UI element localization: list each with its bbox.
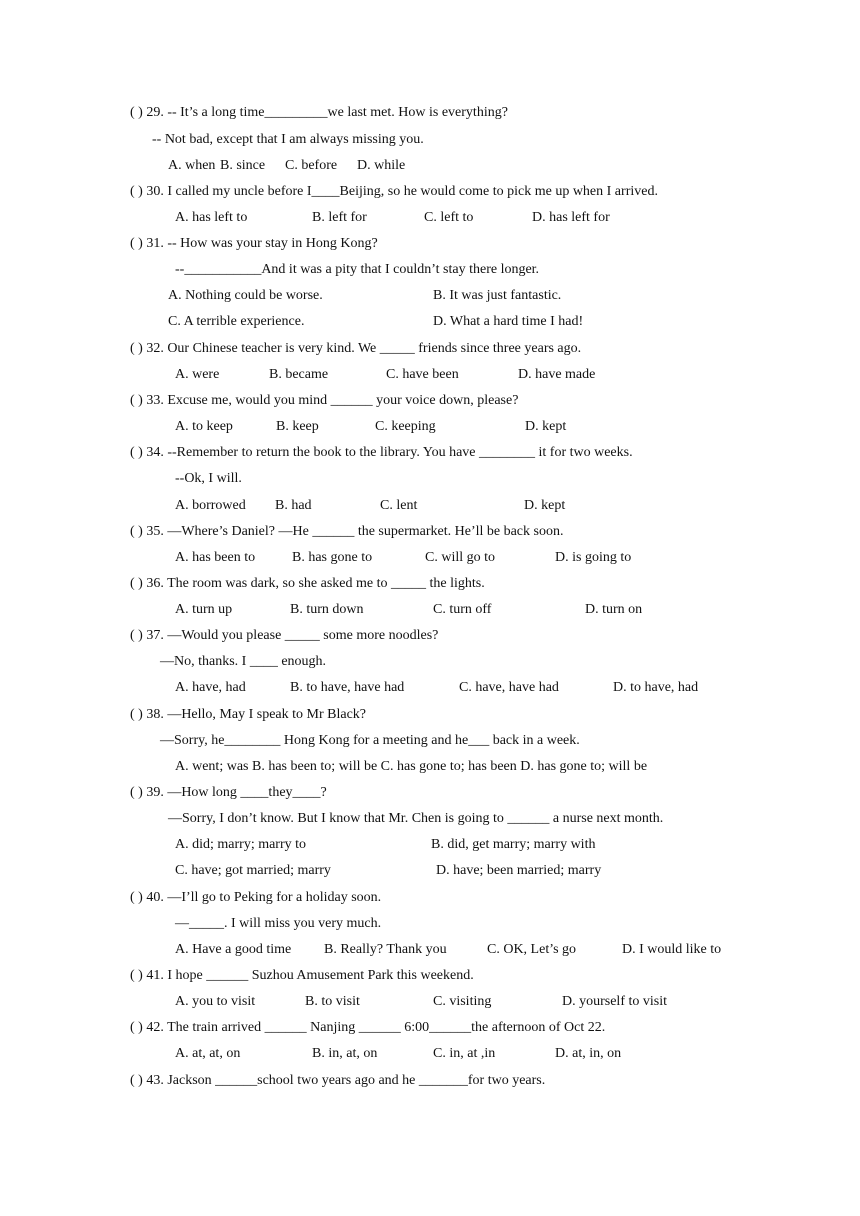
question-36-option-a: A. turn up (175, 602, 233, 617)
question-36-option-b: B. turn down (290, 602, 364, 617)
question-41-option-b: B. to visit (305, 994, 360, 1009)
question-37-option-c: C. have, have had (459, 680, 559, 695)
question-39-option-d: D. have; been married; marry (436, 863, 602, 878)
question-37-option-b: B. to have, have had (290, 680, 405, 695)
question-37-reply: —No, thanks. I ____ enough. (160, 654, 327, 669)
question-31-option-d: D. What a hard time I had! (433, 314, 584, 329)
question-36-option-d: D. turn on (585, 602, 643, 617)
question-39-option-c: C. have; got married; marry (175, 863, 331, 878)
question-40-reply: —_____. I will miss you very much. (175, 916, 382, 931)
question-30-option-c: C. left to (424, 210, 474, 225)
question-34-option-d: D. kept (524, 498, 566, 513)
question-37-stem: ( ) 37. —Would you please _____ some more noodles? (130, 628, 439, 643)
question-30-stem: ( ) 30. I called my uncle before I____Beijing, so he would come to pick me up when I arrived. (130, 184, 658, 199)
question-40-stem: ( ) 40. —I’ll go to Peking for a holiday soon. (130, 890, 382, 905)
question-31-option-b: B. It was just fantastic. (433, 288, 562, 303)
question-29-option-a: A. when (168, 158, 216, 173)
question-34-stem: ( ) 34. --Remember to return the book to the library. You have ________ it for two weeks. (130, 445, 633, 460)
question-34-option-a: A. borrowed (175, 498, 246, 513)
question-39-option-a: A. did; marry; marry to (175, 837, 307, 852)
question-29-option-c: C. before (285, 158, 338, 173)
question-42-option-b: B. in, at, on (312, 1046, 378, 1061)
question-30-option-a: A. has left to (175, 210, 248, 225)
question-33-option-a: A. to keep (175, 419, 233, 434)
question-29-reply: -- Not bad, except that I am always missing you. (152, 132, 424, 147)
question-36-stem: ( ) 36. The room was dark, so she asked me to _____ the lights. (130, 576, 485, 591)
question-40-option-c: C. OK, Let’s go (487, 942, 577, 957)
question-41-option-d: D. yourself to visit (562, 994, 667, 1009)
question-38-options: A. went; was B. has been to; will be C. has gone to; has been D. has gone to; will be (175, 759, 648, 774)
question-29-option-b: B. since (220, 158, 266, 173)
question-33-option-b: B. keep (276, 419, 319, 434)
question-30-option-b: B. left for (312, 210, 367, 225)
question-34-reply: --Ok, I will. (175, 471, 242, 486)
question-33-option-d: D. kept (525, 419, 567, 434)
question-32-option-c: C. have been (386, 367, 459, 382)
question-39-reply: —Sorry, I don’t know. But I know that Mr. Chen is going to ______ a nurse next month. (168, 811, 664, 826)
question-29-option-d: D. while (357, 158, 406, 173)
question-36-option-c: C. turn off (433, 602, 492, 617)
question-35-option-a: A. has been to (175, 550, 256, 565)
question-38-reply: —Sorry, he________ Hong Kong for a meeting and he___ back in a week. (160, 733, 580, 748)
question-43-stem: ( ) 43. Jackson ______school two years ago and he _______for two years. (130, 1073, 546, 1088)
question-42-option-c: C. in, at ,in (433, 1046, 496, 1061)
question-31-reply: --___________And it was a pity that I couldn’t stay there longer. (175, 262, 540, 277)
question-32-option-a: A. were (175, 367, 220, 382)
question-29-stem: ( ) 29. -- It’s a long time_________we last met. How is everything? (130, 105, 508, 120)
question-38-stem: ( ) 38. —Hello, May I speak to Mr Black? (130, 707, 366, 722)
question-41-stem: ( ) 41. I hope ______ Suzhou Amusement Park this weekend. (130, 968, 474, 983)
question-35-option-d: D. is going to (555, 550, 632, 565)
question-35-stem: ( ) 35. —Where’s Daniel? —He ______ the supermarket. He’ll be back soon. (130, 524, 564, 539)
question-40-option-d: D. I would like to (622, 942, 722, 957)
question-31-stem: ( ) 31. -- How was your stay in Hong Kong? (130, 236, 378, 251)
question-31-option-c: C. A terrible experience. (168, 314, 305, 329)
question-42-option-d: D. at, in, on (555, 1046, 622, 1061)
question-32-option-b: B. became (269, 367, 329, 382)
question-34-option-c: C. lent (380, 498, 418, 513)
question-39-option-b: B. did, get marry; marry with (431, 837, 596, 852)
question-37-option-d: D. to have, had (613, 680, 699, 695)
question-35-option-b: B. has gone to (292, 550, 373, 565)
question-30-option-d: D. has left for (532, 210, 610, 225)
question-40-option-a: A. Have a good time (175, 942, 292, 957)
question-33-stem: ( ) 33. Excuse me, would you mind ______ your voice down, please? (130, 393, 519, 408)
question-32-option-d: D. have made (518, 367, 596, 382)
question-35-option-c: C. will go to (425, 550, 496, 565)
question-41-option-c: C. visiting (433, 994, 492, 1009)
question-31-option-a: A. Nothing could be worse. (168, 288, 323, 303)
question-39-stem: ( ) 39. —How long ____they____? (130, 785, 327, 800)
question-42-option-a: A. at, at, on (175, 1046, 241, 1061)
question-33-option-c: C. keeping (375, 419, 436, 434)
question-42-stem: ( ) 42. The train arrived ______ Nanjing ______ 6:00______the afternoon of Oct 22. (130, 1020, 606, 1035)
question-41-option-a: A. you to visit (175, 994, 256, 1009)
question-34-option-b: B. had (275, 498, 312, 513)
question-40-option-b: B. Really? Thank you (324, 942, 447, 957)
question-32-stem: ( ) 32. Our Chinese teacher is very kind. We _____ friends since three years ago. (130, 341, 582, 356)
question-37-option-a: A. have, had (175, 680, 246, 695)
